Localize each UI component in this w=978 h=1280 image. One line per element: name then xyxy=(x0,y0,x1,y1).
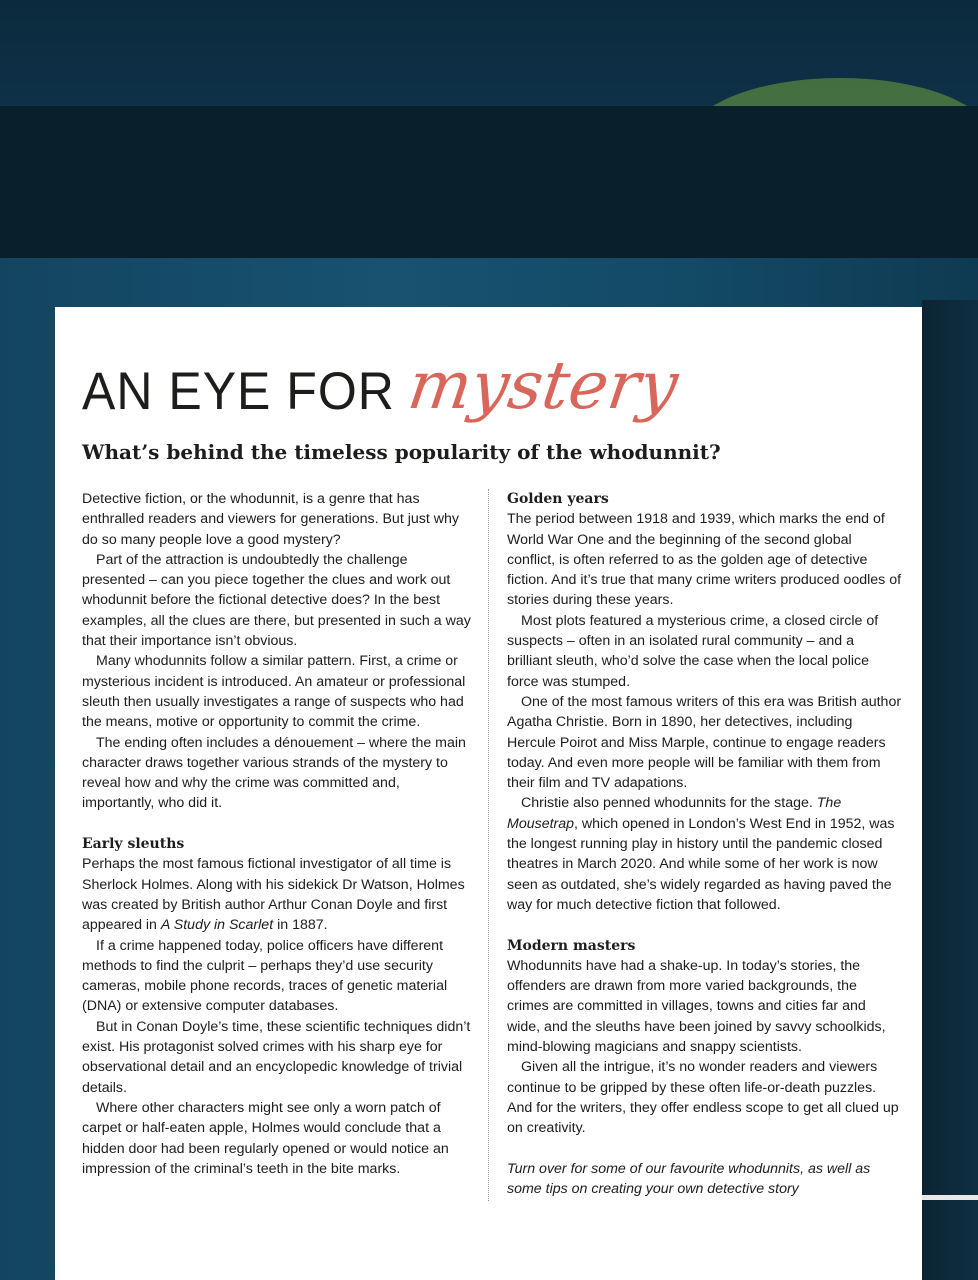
paragraph: Perhaps the most famous fictional investigator of all time is Sherlock Holmes. Along with his sidekick Dr Watson, Holmes was created by British author Arthur Conan Doyle and first appeared in A Study in Scarlet in 1887. xyxy=(82,856,465,934)
page-subtitle: What’s behind the timeless popularity of the whodunnit? xyxy=(82,440,721,464)
section-heading-golden-years: Golden years xyxy=(507,491,609,507)
right-column xyxy=(507,489,902,1199)
background-band xyxy=(0,106,978,258)
closing-note: Turn over for some of our favourite whodunnits, as well as some tips on creating your own detective story xyxy=(507,1160,871,1198)
paragraph: Part of the attraction is undoubtedly the challenge presented – can you piece together the clues and work out whodunnit before the fictional detective does? In the best examples, all the clues are there, but presented in such a way that their importance isn’t obvious. xyxy=(82,551,471,650)
article-card xyxy=(55,307,922,1280)
play-title: The Mousetrap xyxy=(507,795,842,832)
book-title: A Study in Scarlet xyxy=(160,917,274,934)
paragraph: Most plots featured a mysterious crime, a closed circle of suspects – often in an isolated rural community – and a brilliant sleuth, who’d solve the case when the local police force was stumped. xyxy=(507,612,879,690)
paragraph: Given all the intrigue, it’s no wonder readers and viewers continue to be gripped by these often life-or-death puzzles. And for the writers, they offer endless scope to get all clued up on creativity. xyxy=(507,1059,899,1137)
paragraph: If a crime happened today, police officers have different methods to find the culprit – perhaps they’d use security cameras, mobile phone records, traces of genetic material (DNA) or extensive computer databases. xyxy=(82,937,448,1015)
column-divider xyxy=(488,489,489,1201)
paragraph: Where other characters might see only a worn patch of carpet or half-eaten apple, Holmes would conclude that a hidden door had been regularly opened or would notice an impression of the criminal’s teeth in the bite marks. xyxy=(82,1099,449,1177)
paragraph: One of the most famous writers of this era was British author Agatha Christie. Born in 1890, her detectives, including Hercule Poirot and Miss Marple, continue to engage readers today. And even more people will be familiar with them from their film and TV adapations. xyxy=(507,693,902,792)
paragraph: The ending often includes a dénouement – where the main character draws together various strands of the mystery to reveal how and why the crime was committed and, importantly, who did it. xyxy=(82,734,466,812)
section-heading-early-sleuths: Early sleuths xyxy=(82,836,185,853)
paragraph: Detective fiction, or the whodunnit, is a genre that has enthralled readers and viewers for generations. But just why do so many people love a good mystery? xyxy=(82,491,459,548)
section-heading-modern-masters: Modern masters xyxy=(507,937,636,954)
paragraph: But in Conan Doyle’s time, these scientific techniques didn’t exist. His protagonist solved crimes with his sharp eye for observational detail and an encyclopedic knowledge of trivial details. xyxy=(82,1018,471,1096)
background-shadow xyxy=(922,300,978,1280)
page-title xyxy=(82,347,683,437)
paragraph: Many whodunnits follow a similar pattern. First, a crime or mysterious incident is introduced. An amateur or professional sleuth then usually investigates a range of suspects who had the means, motive or opportunity to commit the crime. xyxy=(82,653,466,731)
paragraph: Christie also penned whodunnits for the stage. The Mousetrap, which opened in London’s West End in 1952, was the longest running play in history until the pandemic closed theatres in March 2020. And while some of her work is now seen as outdated, she’s widely regarded as having paved the way for much detective fiction that followed. xyxy=(507,795,895,913)
paragraph: The period between 1918 and 1939, which marks the end of World War One and the beginning of the second global conflict, is often referred to as the golden age of detective fiction. And it’s true that many crime writers produced oodles of stories during these years. xyxy=(507,511,902,609)
title-accent: mystery xyxy=(403,347,683,424)
title-main: AN EYE FOR xyxy=(82,361,395,421)
left-column xyxy=(82,489,472,1179)
paragraph: Whodunnits have had a shake-up. In today’s stories, the offenders are drawn from more varied backgrounds, the crimes are committed in villages, towns and cities far and wide, and the sleuths have been joined by savvy schoolkids, mind-blowing magicians and snappy scientists. xyxy=(507,957,886,1056)
background-stripe xyxy=(922,1195,978,1200)
